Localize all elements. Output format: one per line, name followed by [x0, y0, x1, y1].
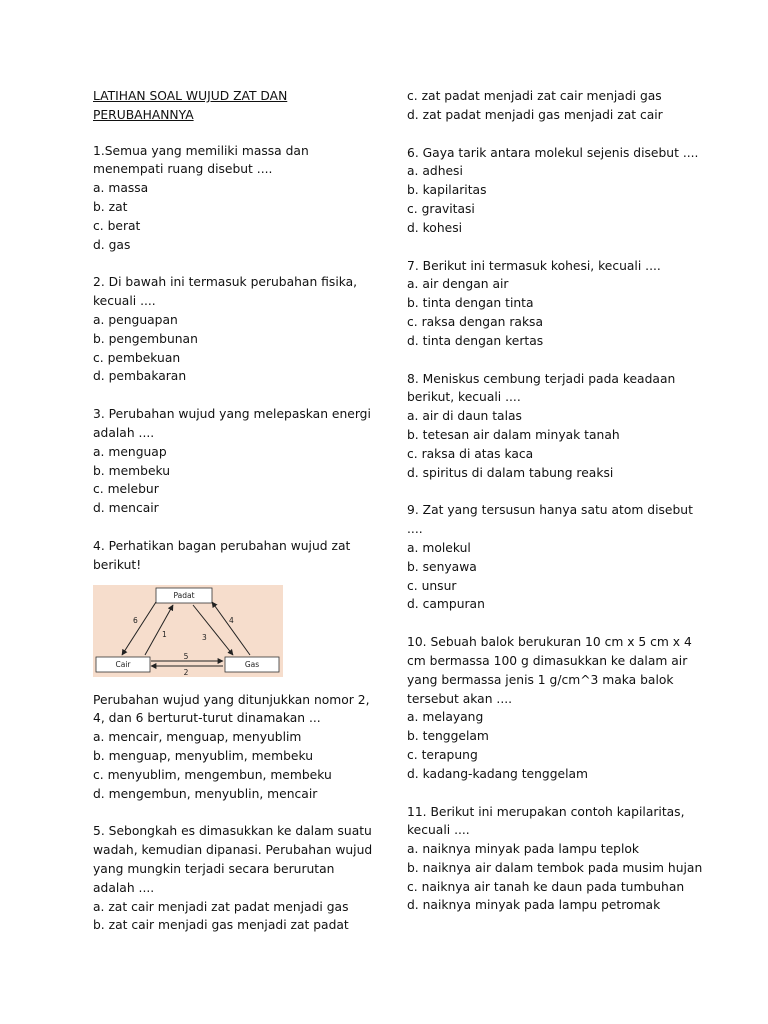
option-b: b. naiknya air dalam tembok pada musim hujan [407, 860, 703, 875]
option-a: a. melayang [407, 710, 484, 725]
question-stem: 3. Perubahan wujud yang melepaskan energi adalah .... [93, 407, 371, 440]
option-b: b. kapilaritas [407, 183, 487, 198]
option-a: a. zat cair menjadi zat padat menjadi gas [93, 899, 349, 914]
option-a: a. massa [93, 181, 149, 196]
option-c: c. melebur [93, 482, 159, 497]
question-followup: Perubahan wujud yang ditunjukkan nomor 2, 4, dan 6 berturut-turut dinamakan ... [93, 692, 370, 726]
question-stem: 5. Sebongkah es dimasukkan ke dalam suatu wadah, kemudian dipanasi. Perubahan wujud yang mungkin terjadi secara berurutan adalah .... [93, 824, 373, 895]
right-column [407, 87, 707, 934]
question-stem: 1.Semua yang memiliki massa dan menempati ruang disebut .... [93, 143, 309, 177]
option-a: a. air di daun talas [407, 409, 522, 424]
option-b: b. zat cair menjadi gas menjadi zat padat [93, 918, 349, 933]
node-label-padat: Padat [173, 590, 195, 600]
node-label-cair: Cair [115, 659, 131, 669]
option-b: b. membeku [93, 463, 171, 478]
question-2 [93, 273, 373, 386]
question-6 [407, 144, 707, 238]
arrow-label-4: 4 [229, 615, 234, 625]
option-c: c. naiknya air tanah ke daun pada tumbuhan [407, 879, 685, 894]
arrow-label-5: 5 [183, 651, 189, 661]
question-7 [407, 257, 707, 351]
option-c: c. unsur [407, 578, 457, 593]
option-c: c. raksa dengan raksa [407, 314, 544, 329]
arrow-label-1: 1 [162, 629, 167, 639]
option-a: a. mencair, menguap, menyublim [93, 730, 302, 745]
option-d: d. campuran [407, 597, 485, 612]
arrow-label-2: 2 [183, 667, 189, 677]
question-stem: 8. Meniskus cembung terjadi pada keadaan berikut, kecuali .... [407, 371, 676, 405]
option-d: d. kadang-kadang tenggelam [407, 766, 589, 781]
option-c: c. raksa di atas kaca [407, 446, 534, 461]
option-d: d. gas [93, 237, 131, 252]
option-b: b. senyawa [407, 559, 477, 574]
option-d: d. mencair [93, 501, 159, 516]
question-stem: 2. Di bawah ini termasuk perubahan fisika, kecuali .... [93, 275, 358, 309]
option-a: a. menguap [93, 444, 167, 459]
question-stem: 11. Berikut ini merupakan contoh kapilaritas, kecuali .... [407, 804, 685, 838]
option-a: a. naiknya minyak pada lampu teplok [407, 842, 640, 857]
option-c: c. pembekuan [93, 350, 181, 365]
option-c: c. gravitasi [407, 201, 475, 216]
option-a: a. air dengan air [407, 277, 509, 292]
question-11 [407, 803, 707, 916]
option-d: d. mengembun, menyublin, mencair [93, 786, 318, 801]
option-d: d. zat padat menjadi gas menjadi zat cair [407, 107, 663, 122]
option-b: b. tinta dengan tinta [407, 296, 534, 311]
option-a: a. penguapan [93, 312, 178, 327]
option-a: a. molekul [407, 540, 471, 555]
question-5-continued [407, 87, 707, 125]
option-b: b. menguap, menyublim, membeku [93, 748, 313, 763]
question-stem: 6. Gaya tarik antara molekul sejenis disebut .... [407, 145, 699, 160]
option-b: b. pengembunan [93, 331, 198, 346]
option-d: d. spiritus di dalam tabung reaksi [407, 465, 614, 480]
option-c: c. zat padat menjadi zat cair menjadi gas [407, 89, 662, 103]
question-stem: 7. Berikut ini termasuk kohesi, kecuali .... [407, 258, 661, 273]
question-9 [407, 501, 707, 614]
option-d: d. kohesi [407, 220, 463, 235]
option-c: c. berat [93, 218, 141, 233]
option-d: d. naiknya minyak pada lampu petromak [407, 898, 661, 913]
question-10 [407, 633, 707, 783]
option-d: d. tinta dengan kertas [407, 333, 544, 348]
arrow-label-3: 3 [202, 632, 207, 642]
option-b: b. tenggelam [407, 729, 489, 744]
option-a: a. adhesi [407, 164, 463, 179]
option-c: c. menyublim, mengembun, membeku [93, 767, 332, 782]
question-5 [93, 822, 373, 935]
option-b: b. zat [93, 199, 128, 214]
arrow-label-6: 6 [133, 615, 138, 625]
question-stem: 4. Perhatikan bagan perubahan wujud zat berikut! [93, 538, 351, 572]
question-stem: 10. Sebuah balok berukuran 10 cm x 5 cm x 4 cm bermassa 100 g dimasukkan ke dalam air yang bermassa jenis 1 g/cm^3 maka balok tersebut akan .... [407, 635, 692, 706]
question-stem: 9. Zat yang tersusun hanya satu atom disebut .... [407, 503, 693, 537]
option-c: c. terapung [407, 747, 478, 762]
question-4 [93, 537, 373, 803]
left-column [93, 87, 373, 954]
question-8 [407, 370, 707, 483]
worksheet-title: LATIHAN SOAL WUJUD ZAT DAN PERUBAHANNYA [93, 89, 288, 122]
option-b: b. tetesan air dalam minyak tanah [407, 427, 620, 442]
question-3 [93, 405, 373, 518]
question-1 [93, 142, 373, 255]
option-d: d. pembakaran [93, 369, 187, 384]
node-label-gas: Gas [244, 659, 260, 669]
state-change-diagram-svg [93, 585, 283, 677]
state-change-diagram [93, 585, 283, 677]
